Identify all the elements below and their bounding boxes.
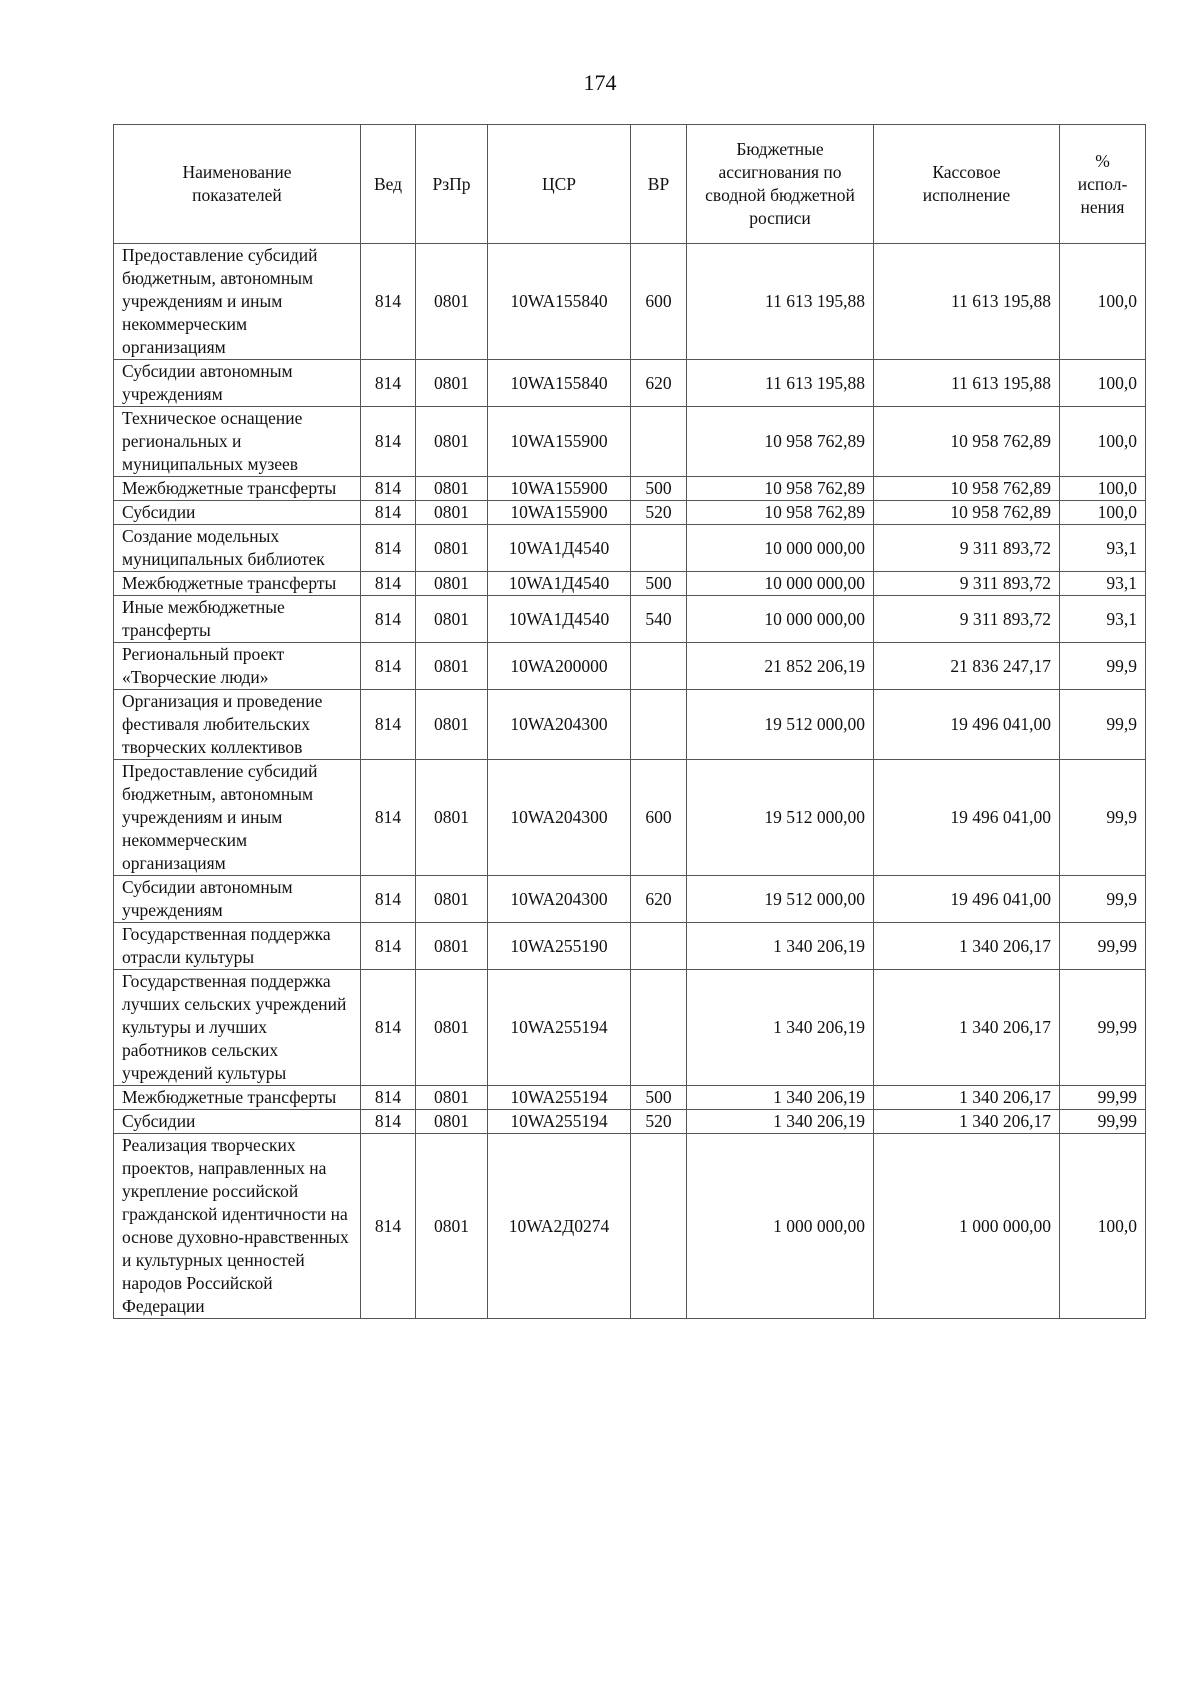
header-vr: ВР [631, 125, 687, 244]
cell-percent-execution: 100,0 [1060, 477, 1146, 501]
cell-budget-allocations: 19 512 000,00 [687, 876, 874, 923]
cell-csr: 10WA1Д4540 [488, 525, 631, 572]
cell-indicator-name: Иные межбюджетные трансферты [114, 596, 361, 643]
cell-rzpr: 0801 [416, 760, 488, 876]
cell-indicator-name: Техническое оснащение региональных и муниципальных музеев [114, 407, 361, 477]
cell-rzpr: 0801 [416, 525, 488, 572]
cell-csr: 10WA255194 [488, 970, 631, 1086]
cell-ved: 814 [361, 477, 416, 501]
table-row [114, 1134, 1146, 1319]
cell-percent-execution: 100,0 [1060, 1134, 1146, 1319]
cell-ved: 814 [361, 876, 416, 923]
cell-rzpr: 0801 [416, 360, 488, 407]
cell-csr: 10WA204300 [488, 760, 631, 876]
table-row [114, 1086, 1146, 1110]
cell-percent-execution: 100,0 [1060, 501, 1146, 525]
cell-budget-allocations: 11 613 195,88 [687, 360, 874, 407]
cell-cash-execution: 1 000 000,00 [874, 1134, 1060, 1319]
table-row [114, 970, 1146, 1086]
cell-csr: 10WA204300 [488, 690, 631, 760]
cell-vr: 600 [631, 760, 687, 876]
cell-percent-execution: 100,0 [1060, 407, 1146, 477]
cell-rzpr: 0801 [416, 923, 488, 970]
cell-rzpr: 0801 [416, 1110, 488, 1134]
cell-budget-allocations: 1 340 206,19 [687, 923, 874, 970]
cell-percent-execution: 93,1 [1060, 572, 1146, 596]
table-row [114, 501, 1146, 525]
cell-cash-execution: 1 340 206,17 [874, 1086, 1060, 1110]
cell-percent-execution: 99,99 [1060, 970, 1146, 1086]
cell-indicator-name: Реализация творческих проектов, направленных на укрепление российской гражданской идентичности на основе духовно-нравственных и культурных ценностей народов Российской Федерации [114, 1134, 361, 1319]
cell-csr: 10WA200000 [488, 643, 631, 690]
cell-rzpr: 0801 [416, 643, 488, 690]
table-body [114, 244, 1146, 1319]
cell-budget-allocations: 19 512 000,00 [687, 690, 874, 760]
cell-vr: 620 [631, 876, 687, 923]
table-row [114, 360, 1146, 407]
cell-percent-execution: 93,1 [1060, 596, 1146, 643]
cell-percent-execution: 99,9 [1060, 643, 1146, 690]
table-row [114, 1110, 1146, 1134]
header-budget-allocations: Бюджетные ассигнования по сводной бюджетной росписи [687, 125, 874, 244]
cell-indicator-name: Государственная поддержка лучших сельских учреждений культуры и лучших работников сельских учреждений культуры [114, 970, 361, 1086]
cell-csr: 10WA155840 [488, 360, 631, 407]
cell-cash-execution: 10 958 762,89 [874, 407, 1060, 477]
cell-csr: 10WA255194 [488, 1086, 631, 1110]
cell-vr [631, 643, 687, 690]
table-row [114, 760, 1146, 876]
cell-percent-execution: 100,0 [1060, 360, 1146, 407]
cell-indicator-name: Межбюджетные трансферты [114, 477, 361, 501]
table-row [114, 876, 1146, 923]
cell-csr: 10WA1Д4540 [488, 572, 631, 596]
cell-cash-execution: 11 613 195,88 [874, 244, 1060, 360]
cell-csr: 10WA155900 [488, 407, 631, 477]
cell-vr: 620 [631, 360, 687, 407]
page-number: 174 [583, 70, 617, 95]
table-row [114, 690, 1146, 760]
cell-budget-allocations: 10 000 000,00 [687, 596, 874, 643]
cell-indicator-name: Региональный проект «Творческие люди» [114, 643, 361, 690]
cell-indicator-name: Субсидии [114, 501, 361, 525]
cell-rzpr: 0801 [416, 596, 488, 643]
header-indicator-name: Наименование показателей [114, 125, 361, 244]
cell-vr [631, 525, 687, 572]
cell-ved: 814 [361, 760, 416, 876]
table-row [114, 643, 1146, 690]
table-row [114, 596, 1146, 643]
cell-rzpr: 0801 [416, 690, 488, 760]
cell-vr [631, 1134, 687, 1319]
header-csr: ЦСР [488, 125, 631, 244]
cell-ved: 814 [361, 1086, 416, 1110]
cell-indicator-name: Субсидии автономным учреждениям [114, 360, 361, 407]
table-row [114, 572, 1146, 596]
cell-ved: 814 [361, 1110, 416, 1134]
cell-percent-execution: 99,9 [1060, 690, 1146, 760]
cell-vr: 540 [631, 596, 687, 643]
cell-vr: 500 [631, 1086, 687, 1110]
cell-indicator-name: Межбюджетные трансферты [114, 1086, 361, 1110]
cell-cash-execution: 1 340 206,17 [874, 970, 1060, 1086]
cell-budget-allocations: 11 613 195,88 [687, 244, 874, 360]
cell-vr [631, 407, 687, 477]
cell-indicator-name: Организация и проведение фестиваля любительских творческих коллективов [114, 690, 361, 760]
cell-rzpr: 0801 [416, 477, 488, 501]
cell-percent-execution: 99,9 [1060, 760, 1146, 876]
cell-indicator-name: Субсидии автономным учреждениям [114, 876, 361, 923]
cell-budget-allocations: 19 512 000,00 [687, 760, 874, 876]
cell-vr [631, 690, 687, 760]
cell-vr: 520 [631, 501, 687, 525]
cell-rzpr: 0801 [416, 572, 488, 596]
cell-budget-allocations: 21 852 206,19 [687, 643, 874, 690]
cell-percent-execution: 100,0 [1060, 244, 1146, 360]
cell-csr: 10WA155900 [488, 477, 631, 501]
cell-ved: 814 [361, 643, 416, 690]
cell-cash-execution: 19 496 041,00 [874, 690, 1060, 760]
cell-ved: 814 [361, 690, 416, 760]
cell-budget-allocations: 10 958 762,89 [687, 501, 874, 525]
cell-cash-execution: 10 958 762,89 [874, 501, 1060, 525]
table-row [114, 525, 1146, 572]
cell-rzpr: 0801 [416, 876, 488, 923]
cell-cash-execution: 9 311 893,72 [874, 525, 1060, 572]
cell-vr: 520 [631, 1110, 687, 1134]
cell-csr: 10WA255194 [488, 1110, 631, 1134]
cell-percent-execution: 99,99 [1060, 923, 1146, 970]
cell-csr: 10WA1Д4540 [488, 596, 631, 643]
cell-budget-allocations: 1 000 000,00 [687, 1134, 874, 1319]
cell-budget-allocations: 10 958 762,89 [687, 477, 874, 501]
cell-cash-execution: 21 836 247,17 [874, 643, 1060, 690]
cell-cash-execution: 19 496 041,00 [874, 760, 1060, 876]
cell-percent-execution: 99,9 [1060, 876, 1146, 923]
cell-indicator-name: Создание модельных муниципальных библиотек [114, 525, 361, 572]
cell-rzpr: 0801 [416, 244, 488, 360]
cell-percent-execution: 93,1 [1060, 525, 1146, 572]
cell-percent-execution: 99,99 [1060, 1110, 1146, 1134]
cell-cash-execution: 19 496 041,00 [874, 876, 1060, 923]
cell-csr: 10WA155840 [488, 244, 631, 360]
cell-csr: 10WA255190 [488, 923, 631, 970]
cell-ved: 814 [361, 360, 416, 407]
cell-cash-execution: 11 613 195,88 [874, 360, 1060, 407]
cell-vr: 600 [631, 244, 687, 360]
cell-budget-allocations: 1 340 206,19 [687, 1110, 874, 1134]
cell-indicator-name: Государственная поддержка отрасли культуры [114, 923, 361, 970]
cell-rzpr: 0801 [416, 501, 488, 525]
cell-indicator-name: Субсидии [114, 1110, 361, 1134]
header-rzpr: РзПр [416, 125, 488, 244]
cell-cash-execution: 1 340 206,17 [874, 1110, 1060, 1134]
header-ved: Вед [361, 125, 416, 244]
table-row [114, 244, 1146, 360]
cell-budget-allocations: 10 000 000,00 [687, 525, 874, 572]
cell-cash-execution: 9 311 893,72 [874, 596, 1060, 643]
cell-indicator-name: Межбюджетные трансферты [114, 572, 361, 596]
cell-ved: 814 [361, 501, 416, 525]
cell-ved: 814 [361, 970, 416, 1086]
cell-csr: 10WA204300 [488, 876, 631, 923]
table-row [114, 477, 1146, 501]
cell-percent-execution: 99,99 [1060, 1086, 1146, 1110]
cell-cash-execution: 9 311 893,72 [874, 572, 1060, 596]
cell-ved: 814 [361, 923, 416, 970]
cell-rzpr: 0801 [416, 407, 488, 477]
cell-indicator-name: Предоставление субсидий бюджетным, автономным учреждениям и иным некоммерческим организациям [114, 760, 361, 876]
cell-ved: 814 [361, 244, 416, 360]
cell-budget-allocations: 10 958 762,89 [687, 407, 874, 477]
cell-csr: 10WA2Д0274 [488, 1134, 631, 1319]
cell-vr: 500 [631, 477, 687, 501]
cell-cash-execution: 10 958 762,89 [874, 477, 1060, 501]
cell-budget-allocations: 1 340 206,19 [687, 970, 874, 1086]
cell-rzpr: 0801 [416, 970, 488, 1086]
budget-execution-table [113, 124, 1146, 1319]
table-row [114, 407, 1146, 477]
table-row [114, 923, 1146, 970]
cell-csr: 10WA155900 [488, 501, 631, 525]
cell-rzpr: 0801 [416, 1134, 488, 1319]
cell-budget-allocations: 1 340 206,19 [687, 1086, 874, 1110]
cell-budget-allocations: 10 000 000,00 [687, 572, 874, 596]
cell-ved: 814 [361, 525, 416, 572]
cell-ved: 814 [361, 572, 416, 596]
cell-vr: 500 [631, 572, 687, 596]
cell-indicator-name: Предоставление субсидий бюджетным, автономным учреждениям и иным некоммерческим организациям [114, 244, 361, 360]
cell-cash-execution: 1 340 206,17 [874, 923, 1060, 970]
cell-ved: 814 [361, 1134, 416, 1319]
table-header-row [114, 125, 1146, 244]
cell-ved: 814 [361, 596, 416, 643]
cell-ved: 814 [361, 407, 416, 477]
cell-rzpr: 0801 [416, 1086, 488, 1110]
cell-vr [631, 923, 687, 970]
header-cash-execution: Кассовое исполнение [874, 125, 1060, 244]
header-percent-execution: % испол-нения [1060, 125, 1146, 244]
cell-vr [631, 970, 687, 1086]
